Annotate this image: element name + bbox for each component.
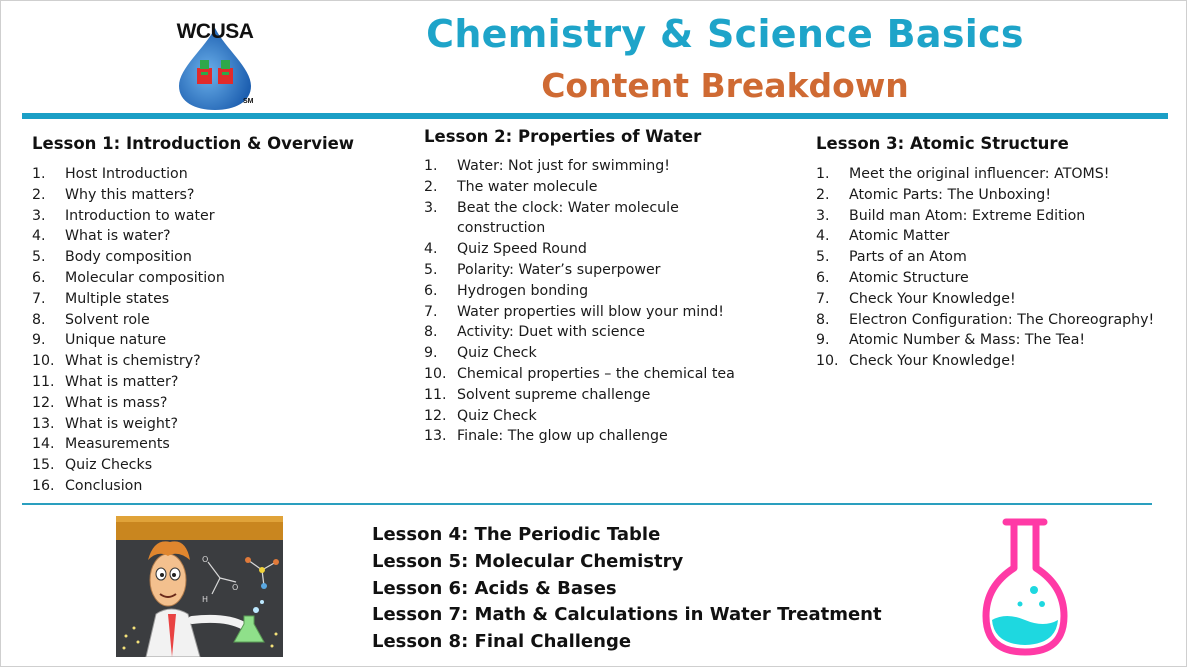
lesson-5-title: Lesson 5: Molecular Chemistry [372,550,684,572]
list-item: 11. Solvent supreme challenge [424,386,651,403]
list-item: 8. Activity: Duet with science [424,324,646,341]
flask-icon [980,516,1070,658]
list-item: 3. Introduction to water [32,207,215,224]
list-item: 4. Quiz Speed Round [424,241,587,258]
list-item: 9. Quiz Check [424,345,537,362]
list-item: 3. Build man Atom: Extreme Edition [816,207,1086,224]
list-item: 10. Check Your Knowledge! [816,353,1016,370]
list-item: 7. Water properties will blow your mind! [424,303,724,320]
list-item: 14. Measurements [32,436,170,453]
lesson-2-list [424,156,804,447]
list-item: 8. Electron Configuration: The Choreography! [816,311,1155,328]
list-item: 3. Beat the clock: Water molecule construction [424,199,679,237]
svg-text:O: O [202,555,209,564]
svg-text:H: H [202,595,209,604]
middle-divider [22,503,1152,505]
list-item: 6. Atomic Structure [816,269,969,286]
list-item: 2. Atomic Parts: The Unboxing! [816,186,1052,203]
list-item: 6. Molecular composition [32,269,225,286]
list-item: 16. Conclusion [32,477,143,494]
lesson-1-list [32,164,412,497]
lesson-3-column [816,126,1176,372]
list-item: 9. Unique nature [32,332,167,349]
list-item: 2. Why this matters? [32,186,195,203]
more-lessons-list [372,522,882,656]
list-item: 1. Meet the original influencer: ATOMS! [816,166,1110,182]
list-item: 5. Parts of an Atom [816,249,967,266]
list-item: 1. Water: Not just for swimming! [424,158,670,174]
list-item: 4. Atomic Matter [816,228,950,245]
list-item: 12. Quiz Check [424,407,537,424]
page-subtitle: Content Breakdown [541,66,909,105]
lesson-4-title: Lesson 4: The Periodic Table [372,524,661,545]
logo-text: WCUSA [176,20,254,43]
list-item: 13. What is weight? [32,415,178,432]
list-item: 2. The water molecule [424,178,598,195]
lesson-6-title: Lesson 6: Acids & Bases [372,577,617,599]
list-item: 7. Multiple states [32,290,170,307]
top-divider [22,113,1168,119]
list-item: 5. Polarity: Water’s superpower [424,261,661,278]
list-item: 10. Chemical properties – the chemical tea [424,365,735,382]
list-item: 11. What is matter? [32,373,179,390]
lesson-2-column [424,126,804,447]
list-item: 4. What is water? [32,228,171,245]
list-item: 13. Finale: The glow up challenge [424,428,668,445]
page-title: Chemistry & Science Basics [426,12,1024,56]
list-item: 7. Check Your Knowledge! [816,290,1016,307]
list-item: 15. Quiz Checks [32,457,153,474]
svg-text:O: O [232,583,239,592]
lesson-1-column [32,126,412,497]
lesson-3-heading: Lesson 3: Atomic Structure [816,134,1069,153]
list-item: 10. What is chemistry? [32,353,201,370]
list-item: 1. Host Introduction [32,166,188,182]
logo-sm-mark: SM [243,98,254,105]
lesson-3-list [816,164,1176,372]
list-item: 9. Atomic Number & Mass: The Tea! [816,332,1086,349]
list-item: 8. Solvent role [32,311,150,328]
list-item: 12. What is mass? [32,394,168,411]
wcusa-logo [165,18,265,110]
lesson-7-title: Lesson 7: Math & Calculations in Water Treatment [372,604,882,626]
lesson-1-heading: Lesson 1: Introduction & Overview [32,134,355,153]
list-item: 5. Body composition [32,249,192,266]
list-item: 6. Hydrogen bonding [424,282,589,299]
lesson-8-title: Lesson 8: Final Challenge [372,631,632,653]
lesson-2-heading: Lesson 2: Properties of Water [424,127,702,146]
scientist-illustration [116,516,283,657]
